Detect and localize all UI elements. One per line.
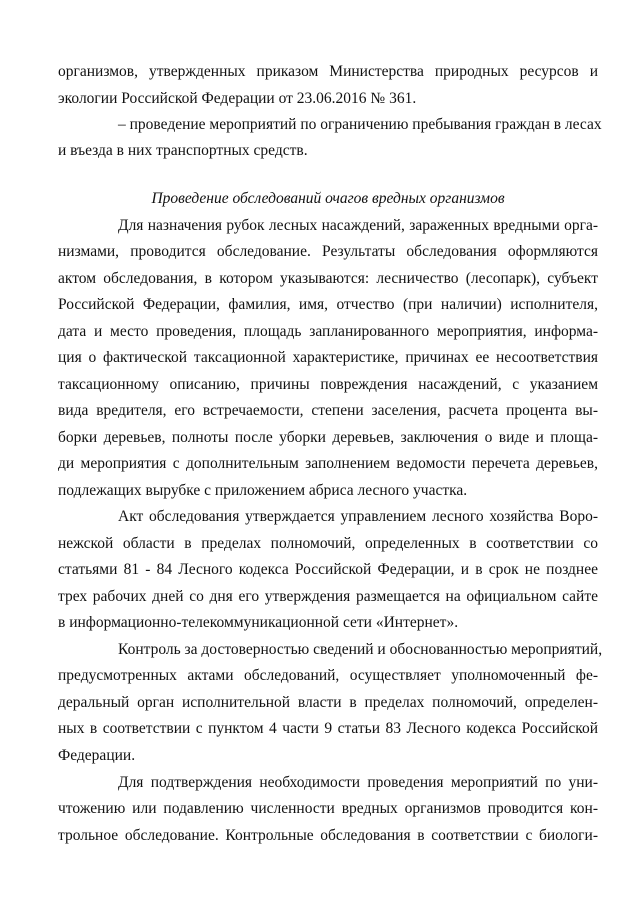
text-line: организмов, утвержденных приказом Министерства природных ресурсов и xyxy=(58,63,598,80)
text-line: вида вредителя, его встречаемости, степени заселения, расчета процента вы- xyxy=(58,402,598,419)
text-line: Российской Федерации, фамилия, имя, отчество (при наличии) исполнителя, xyxy=(58,296,598,313)
text-line: ция о фактической таксационной характеристике, причинах ее несоответствия xyxy=(58,349,598,366)
text-line: нежской области в пределах полномочий, определенных в соответствии со xyxy=(58,535,598,552)
text-line: ных в соответствии с пунктом 4 части 9 статьи 83 Лесного кодекса Российской xyxy=(58,720,598,737)
text-line: в информационно-телекоммуникационной сети «Интернет». xyxy=(58,614,459,631)
text-line: низмами, проводится обследование. Результаты обследования оформляются xyxy=(58,243,598,260)
text-line: Для подтверждения необходимости проведения мероприятий по уни- xyxy=(118,774,598,791)
text-line: трех рабочих дней со дня его утверждения размещается на официальном сайте xyxy=(58,588,598,605)
text-line: экологии Российской Федерации от 23.06.2016 № 361. xyxy=(58,90,417,107)
text-line: Акт обследования утверждается управлением лесного хозяйства Воро- xyxy=(118,508,598,525)
text-line: чтожению или подавлению численности вредных организмов проводится кон- xyxy=(58,800,598,817)
text-line: актом обследования, в котором указываются: лесничество (лесопарк), субъект xyxy=(58,270,598,287)
text-line: дата и место проведения, площадь запланированного мероприятия, информа- xyxy=(58,323,598,340)
text-line: Для назначения рубок лесных насаждений, зараженных вредными орга- xyxy=(118,217,598,234)
text-line: и въезда в них транспортных средств. xyxy=(58,142,308,159)
section-heading: Проведение обследований очагов вредных организмов xyxy=(151,190,505,207)
text-line: Контроль за достоверностью сведений и обоснованностью мероприятий, xyxy=(118,641,603,658)
text-line: подлежащих вырубке с приложением абриса лесного участка. xyxy=(58,482,468,499)
text-line: ди мероприятия с дополнительным заполнением ведомости перечета деревьев, xyxy=(58,455,598,472)
text-line: Федерации. xyxy=(58,747,136,764)
text-line: таксационному описанию, причины повреждения насаждений, с указанием xyxy=(58,376,598,393)
text-line: деральный орган исполнительной власти в пределах полномочий, определен- xyxy=(58,694,598,711)
text-line: трольное обследование. Контрольные обследования в соответствии с биологи- xyxy=(58,827,598,844)
text-line: – проведение мероприятий по ограничению пребывания граждан в лесах xyxy=(118,116,602,133)
text-line: статьями 81 - 84 Лесного кодекса Российской Федерации, и в срок не позднее xyxy=(58,561,598,578)
text-line: предусмотренных актами обследований, осуществляет уполномоченный фе- xyxy=(58,667,598,684)
text-line: борки деревьев, полноты после уборки деревьев, заключения о виде и площа- xyxy=(58,429,598,446)
